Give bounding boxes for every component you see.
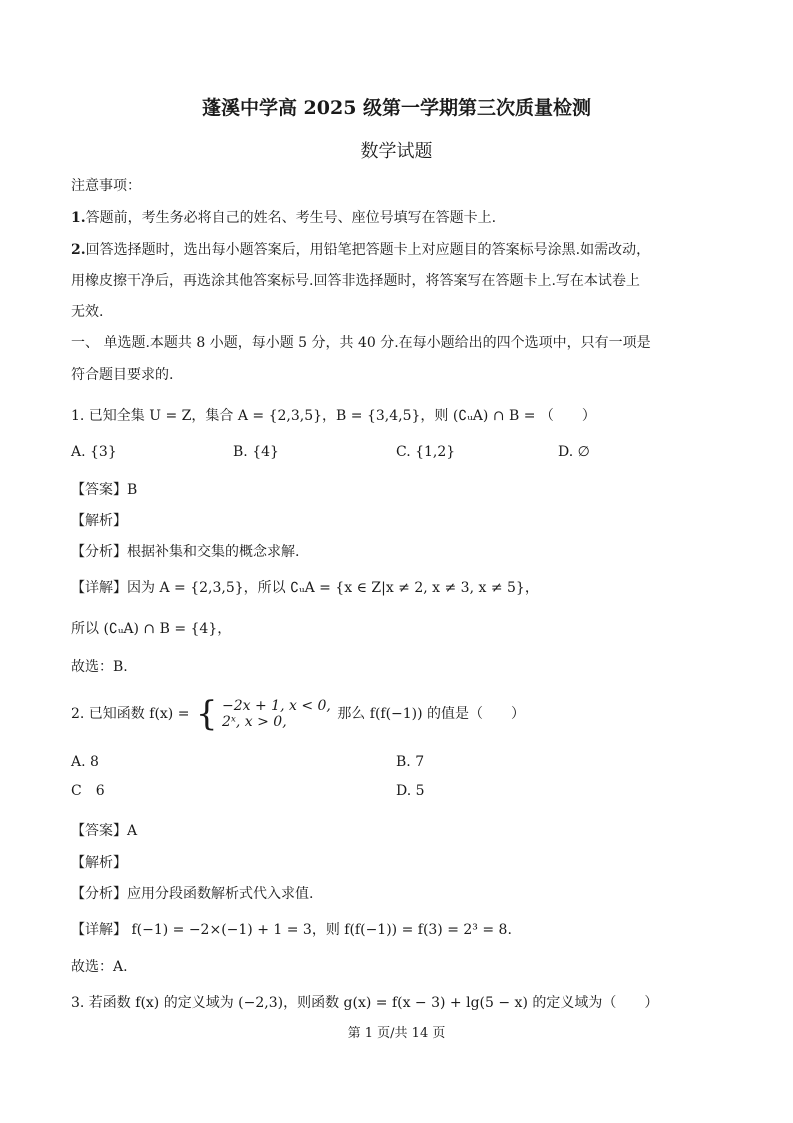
question-1-choice: 故选：B. [71,659,128,675]
notice-item-2-line-2: 用橡皮擦干净后，再选涂其他答案标号.回答非选择题时，将答案写在答题卡上.写在本试卷上 [71,273,640,289]
question-2-detail: 【详解】 f(−1) = −2×(−1) + 1 = 3，则 f(f(−1)) = f(3) = 2³ = 8. [71,922,512,938]
piecewise-case-2: 2ˣ, x > 0, [222,714,287,730]
section-heading-line-2: 符合题目要求的. [71,367,174,383]
question-2-stem [71,696,525,732]
notice-item-2-line-1 [71,240,650,260]
question-2-stem-after: 那么 f(f(−1)) 的值是（ ） [337,706,526,722]
notice-heading: 注意事项： [71,178,141,194]
question-1-detail: 【详解】因为 A = {2,3,5}，所以 ∁ᵤA = {x ∈ Z|x ≠ 2, x ≠ 3, x ≠ 5}， [71,580,539,596]
page-footer: 第 1 页/共 14 页 [347,1026,446,1041]
notice-item-2-text: 回答选择题时，选出每小题答案后，用铅笔把答题卡上对应题目的答案标号涂黑.如需改动， [85,242,651,258]
question-1-detail-2: 所以 (∁ᵤA) ∩ B = {4}， [71,621,232,637]
question-1-stem: 1. 已知全集 U = Z，集合 A = {2,3,5}，B = {3,4,5}，则 (∁ᵤA) ∩ B = （ ） [71,408,596,424]
question-1-option-d: D. ∅ [558,444,590,460]
notice-item-2-number: 2. [71,242,86,258]
question-1-answer: 【答案】B [71,482,138,498]
piecewise-brace-icon: { [195,694,218,734]
section-heading-line-1: 一、 单选题.本题共 8 小题，每小题 5 分，共 40 分.在每小题给出的四个选项中，只有一项是 [71,335,651,351]
question-2-option-a: A. 8 [71,754,99,770]
question-2-option-d: D. 5 [396,783,425,799]
question-1-analysis: 【分析】根据补集和交集的概念求解. [71,544,300,560]
piecewise-function [196,696,331,732]
notice-item-1-number: 1. [71,210,86,226]
question-1-option-a: A. {3} [71,444,117,460]
question-1-analysis-label: 【解析】 [71,513,127,529]
question-3-stem: 3. 若函数 f(x) 的定义域为 (−2,3)，则函数 g(x) = f(x − 3) + lg(5 − x) 的定义域为（ ） [71,995,659,1011]
exam-title: 蓬溪中学高 2025 级第一学期第三次质量检测 [201,97,592,119]
notice-item-1 [71,208,496,228]
piecewise-case-1: −2x + 1, x < 0, [222,698,331,714]
question-2-choice: 故选：A. [71,959,128,975]
question-2-option-c: C 6 [71,783,105,799]
question-2-analysis: 【分析】应用分段函数解析式代入求值. [71,886,314,902]
question-2-stem-before: 2. 已知函数 f(x) = [71,706,190,722]
question-2-analysis-label: 【解析】 [71,855,127,871]
notice-item-2-line-3: 无效. [71,304,104,320]
notice-item-1-text: 答题前，考生务必将自己的姓名、考生号、座位号填写在答题卡上. [85,210,497,226]
question-1-option-b: B. {4} [233,444,279,460]
question-2-answer: 【答案】A [71,823,138,839]
question-2-option-b: B. 7 [396,754,425,770]
exam-subtitle: 数学试题 [360,141,433,162]
piecewise-cases [222,698,331,730]
question-1-option-c: C. {1,2} [396,444,456,460]
